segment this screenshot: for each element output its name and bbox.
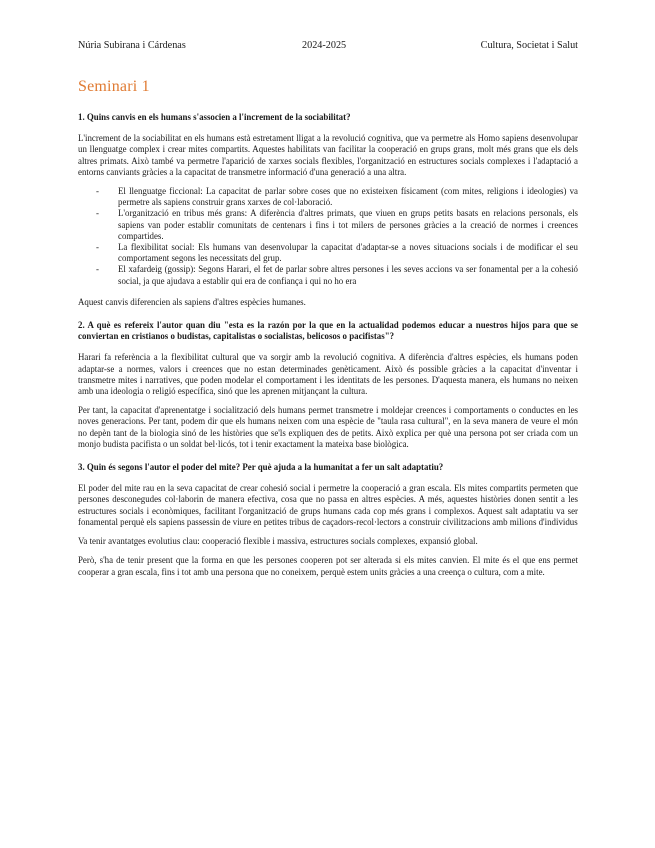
list-item: [78, 242, 578, 264]
list-item: [78, 264, 578, 286]
list-item: [78, 208, 578, 242]
bullet-dash: -: [96, 264, 99, 275]
answer-3-paragraph-2: Va tenir avantatges evolutius clau: cooperació flexible i massiva, estructures socials complexes, expansió global.: [78, 536, 478, 547]
question-1: 1. Quins canvis en els humans s'associen a l'increment de la sociabilitat?: [78, 112, 351, 122]
header-year: 2024-2025: [302, 40, 347, 51]
list-item-text: El xafardeig (gossip): Segons Harari, el fet de parlar sobre altres persones i les seves accions va ser fonamental per a la cohesió social, ja que ajudava a establir qui era de confiança i qui no ho era: [118, 264, 578, 286]
bullet-dash: -: [96, 186, 99, 197]
answer-1-paragraph-1: L'increment de la sociabilitat en els humans està estretament lligat a la revolució cognitiva, que va permetre als Homo sapiens desenvolupar un llenguatge complex i crear mites compartits. Aquestes habilitats van facilitar la cooperació en grups grans, molt més grans que els dels altres primats. Això també va permetre l'aparició de xarxes socials flexibles, l'organització en estructures socials complexes i l'adaptació a entorns canviants gràcies a la capacitat de transmetre informació d'una generació a una altra.: [78, 133, 578, 177]
list-item: [78, 186, 578, 208]
answer-2-paragraph-1: Harari fa referència a la flexibilitat cultural que va sorgir amb la revolució cognitiva. A diferència d'altres espècies, els humans poden adaptar-se a normes, valors i creences que no estan determinades genèticament. Això és possible gràcies a la capacitat d'inventar i transmetre mites i narratives, que poden modelar el comportament i les identitats de les persones. D'aquesta manera, els humans no neixen amb una ideologia o religió específica, sinó que les aprenen mitjançant la cultura.: [78, 352, 578, 397]
answer-3-paragraph-1: El poder del mite rau en la seva capacitat de crear cohesió social i permetre la cooperació a gran escala. Els mites compartits permeten que persones desconegudes col·laborin de manera efectiva, cosa que no passa en altres espècies. A més, aquestes històries donen sentit a les estructures socials i econòmiques, facilitant l'organització de grups humans cada cop més grans i complexos. Aquest salt adaptatiu va ser fonamental perquè els sapiens passessin de viure en petites tribus de caçadors-recol·lectors a construir civilitzacions amb milions d'individus: [78, 483, 578, 527]
list-item-text: El llenguatge ficcional: La capacitat de parlar sobre coses que no existeixen físicament (com mites, religions i ideologies) va permetre als sapiens construir grans xarxes de col·laboració.: [118, 186, 578, 208]
answer-1-paragraph-2: Aquest canvis diferencien als sapiens d'altres espècies humanes.: [78, 296, 306, 307]
page-header: [78, 40, 578, 54]
header-author: Núria Subirana i Cárdenas: [78, 40, 186, 51]
question-3: 3. Quin és segons l'autor el poder del mite? Per què ajuda a la humanitat a fer un salt adaptatiu?: [78, 462, 444, 473]
document-title: Seminari 1: [78, 78, 150, 95]
question-2: 2. A què es refereix l'autor quan diu "esta es la razón por la que en la actualidad podemos educar a nuestros hijos para que se conviertan en cristianos o budistas, capitalistas o socialistas, belicosos o pacifistas"?: [78, 320, 578, 342]
bullet-dash: -: [96, 242, 99, 253]
list-item-text: L'organització en tribus més grans: A diferència d'altres primats, que viuen en grups petits basats en relacions personals, els sapiens van poder establir comunitats de centenars i fins i tot milers de persones gràcies a la creació de normes i creences compartides.: [118, 208, 578, 241]
header-course: Cultura, Societat i Salut: [480, 40, 578, 51]
answer-3-paragraph-3: Però, s'ha de tenir present que la forma en que les persones cooperen pot ser alterada si els mites canvien. El mite és el que ens permet cooperar a gran escala, fins i tot amb una persona que no coneixem, perquè estem units gràcies a una creença o cultura, com a mite.: [78, 555, 578, 577]
list-item-text: La flexibilitat social: Els humans van desenvolupar la capacitat d'adaptar-se a noves situacions socials i de modificar el seu comportament segons les necessitats del grup.: [118, 242, 578, 264]
answer-2-paragraph-2: Per tant, la capacitat d'aprenentatge i socialització dels humans permet transmetre i moldejar creences i comportaments o conductes en les noves generacions. Per tant, podem dir que els humans neixen com una espècie de "taula rasa cultural", en la seva manera de veure el món no depèn tant de la biologia sinó de les històries que se'ls expliquen des de petits. Això explica per què una persona pot ser criada com un monjo budista pacifista o un soldat bel·licós, tot i tenir exactament la mateixa base biològica.: [78, 405, 578, 449]
bullet-dash: -: [96, 208, 99, 219]
document-body: [78, 112, 578, 586]
answer-1-bullet-list: [78, 186, 578, 287]
